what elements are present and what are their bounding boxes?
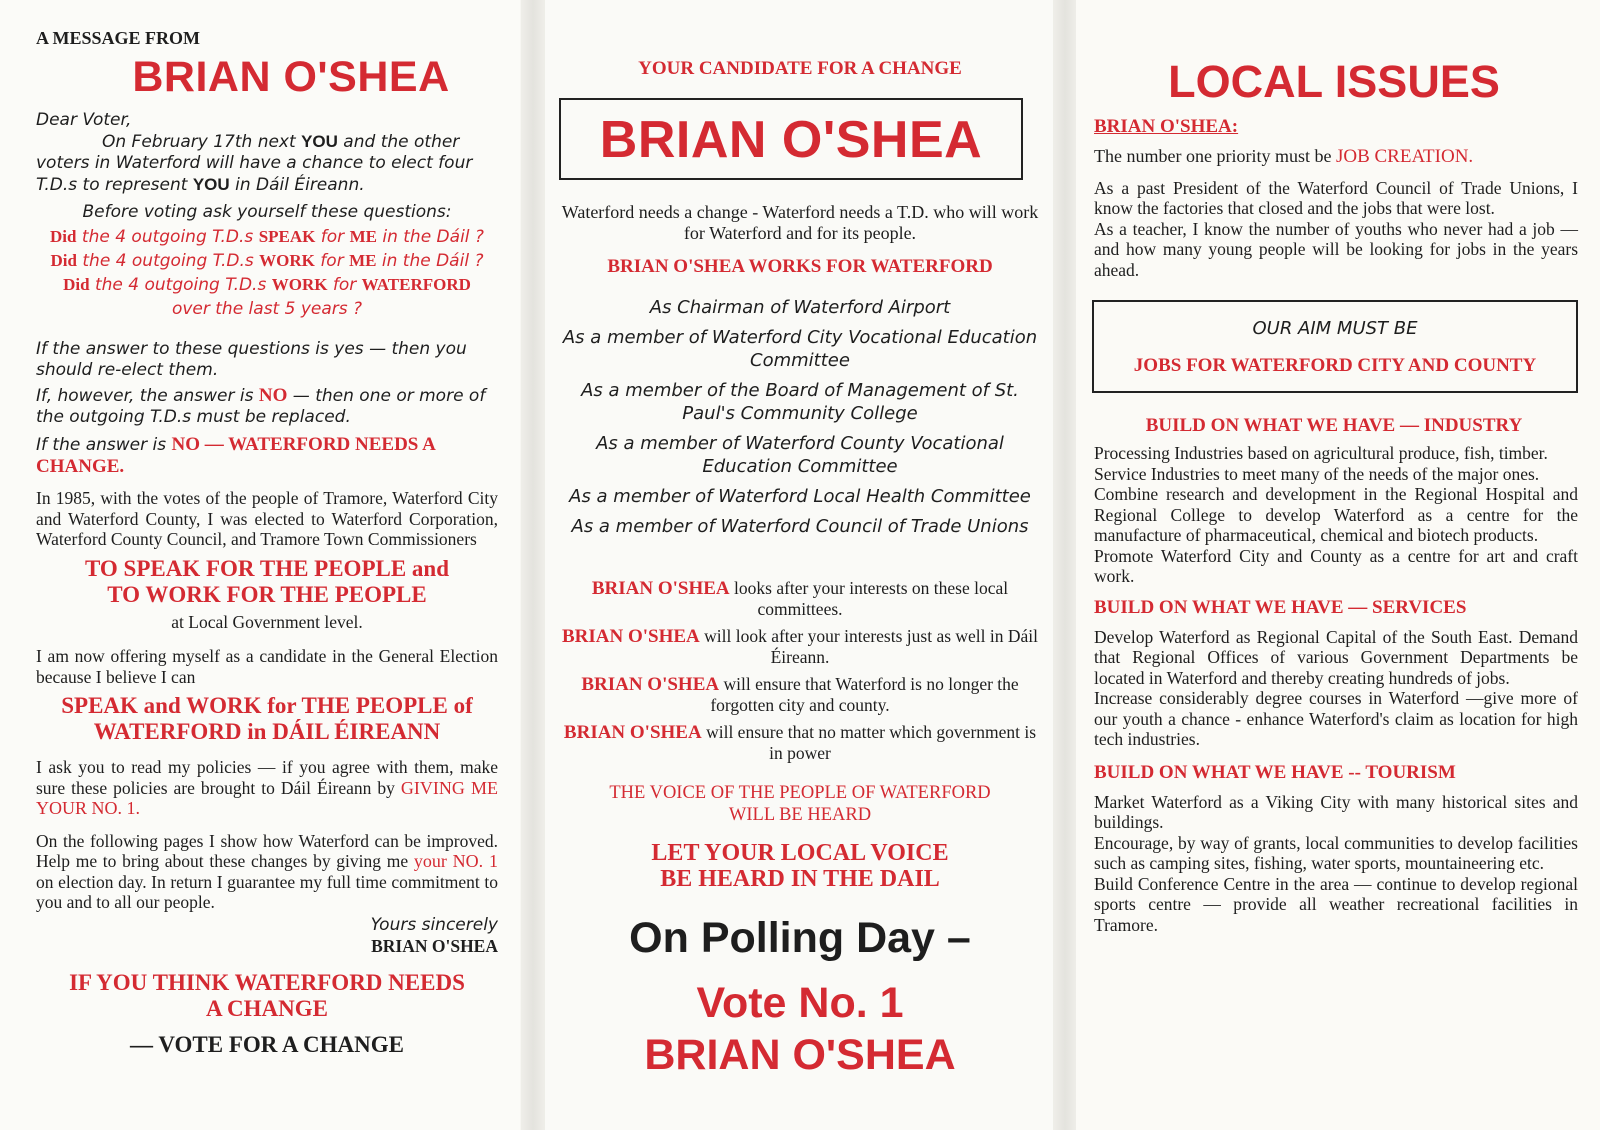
- polling-day: On Polling Day –: [629, 914, 971, 962]
- pledge-item: BRIAN O'SHEA will look after your interests just as well in Dáil Éireann.: [561, 626, 1039, 667]
- jobs-heading: JOBS FOR WATERFORD CITY AND COUNTY: [1133, 355, 1537, 376]
- vote-for-change: — VOTE FOR A CHANGE: [130, 1032, 404, 1057]
- tourism-item: Encourage, by way of grants, local communities to develop facilities such as camping sites, fishing, water sports, mountaineering etc.: [1094, 832, 1578, 873]
- role-item: As a member of Waterford Council of Trade Unions: [571, 516, 1029, 537]
- yours-sincerely: Yours sincerely: [370, 914, 498, 935]
- before-voting: Before voting ask yourself these questions:: [82, 202, 452, 222]
- industry-item: Combine research and development in the Regional Hospital and Regional College to develop Waterford as a centre for the manufacture of pharmaceutical, chemical and biotech products.: [1094, 484, 1578, 545]
- middle-panel: [545, 0, 1053, 1130]
- tourism-item: Build Conference Centre in the area — continue to develop regional sports centre — provide all weather recreational facilities in Tramore.: [1094, 873, 1578, 935]
- pledges-list: [557, 578, 1043, 764]
- candidate-tagline: YOUR CANDIDATE FOR A CHANGE: [638, 58, 962, 79]
- intro-paragraph: On February 17th next YOU and the other voters in Waterford will have a chance to elect four T.D.s to represent YOU in Dáil Éireann.: [36, 132, 473, 195]
- middle-name-box: [559, 98, 1023, 180]
- question-3: Did the 4 outgoing T.D.s WORK for WATERFORD over the last 5 years ?: [63, 275, 471, 319]
- aim-text: OUR AIM MUST BE: [1252, 318, 1418, 339]
- closing-2: A CHANGE: [205, 996, 329, 1021]
- industry-heading: BUILD ON WHAT WE HAVE — INDUSTRY: [1145, 415, 1523, 436]
- signature: BRIAN O'SHEA: [371, 935, 498, 956]
- speak-work-1: SPEAK and WORK for THE PEOPLE of: [61, 693, 473, 718]
- speak-heading-2: TO WORK FOR THE PEOPLE: [107, 581, 427, 607]
- if-yes-text: If the answer to these questions is yes — then you should re-elect them.: [36, 339, 467, 380]
- offering-text: I am now offering myself as a candidate in the General Election because I believe I can: [36, 646, 498, 687]
- vote-number-one: Vote No. 1: [696, 979, 904, 1027]
- industry-item: Processing Industries based on agricultural produce, fish, timber.: [1094, 443, 1548, 463]
- priority-text: The number one priority must be JOB CREATION.: [1094, 146, 1474, 167]
- question-2: Did the 4 outgoing T.D.s WORK for ME in the Dáil ?: [50, 251, 484, 271]
- aim-box: [1092, 300, 1578, 393]
- voter-questions: [36, 225, 498, 321]
- greeting: Dear Voter,: [36, 110, 132, 130]
- local-gov: at Local Government level.: [171, 611, 363, 632]
- fold-right: [1053, 0, 1077, 1130]
- voice-heading-1: THE VOICE OF THE PEOPLE OF WATERFORD: [609, 783, 991, 803]
- roles-list: [557, 296, 1043, 538]
- fold-left: [521, 0, 545, 1130]
- role-item: As a member of Waterford County Vocational Education Committee: [596, 433, 1004, 477]
- pledge-item: BRIAN O'SHEA looks after your interests on these local committees.: [591, 578, 1009, 619]
- local-voice-2: BE HEARD IN THE DAIL: [660, 866, 940, 892]
- industry-item: Promote Waterford City and County as a centre for art and craft work.: [1094, 545, 1578, 586]
- left-candidate-name: BRIAN O'SHEA: [132, 53, 450, 101]
- past-president-text: As a past President of the Waterford Council of Trade Unions, I know the factories that closed and the jobs that were lost.: [1094, 177, 1578, 218]
- tourism-item: Market Waterford as a Viking City with many historical sites and buildings.: [1094, 791, 1578, 832]
- vote-candidate-name: BRIAN O'SHEA: [644, 1031, 956, 1079]
- message-from: A MESSAGE FROM: [36, 28, 201, 48]
- question-1: Did the 4 outgoing T.D.s SPEAK for ME in the Dáil ?: [50, 227, 484, 247]
- role-item: As a member of the Board of Management of St. Paul's Community College: [581, 380, 1019, 424]
- services-item: Develop Waterford as Regional Capital of the South East. Demand that Regional Offices of various Government Departments be located in Waterford and thereby creating hundreds of jobs.: [1094, 626, 1578, 688]
- tourism-list: [1090, 792, 1578, 936]
- speak-work-2: WATERFORD in DÁIL ÉIREANN: [93, 719, 441, 744]
- works-for-heading: BRIAN O'SHEA WORKS FOR WATERFORD: [607, 256, 993, 277]
- if-no-text: If, however, the answer is NO — then one or more of the outgoing T.D.s must be replaced.: [36, 385, 486, 427]
- services-heading: BUILD ON WHAT WE HAVE — SERVICES: [1094, 596, 1467, 618]
- tourism-heading: BUILD ON WHAT WE HAVE -- TOURISM: [1094, 761, 1456, 783]
- needs-change-text: Waterford needs a change - Waterford needs a T.D. who will work for Waterford and for its people.: [561, 202, 1039, 243]
- services-item: Increase considerably degree courses in Waterford —give more of our youth a chance - enhance Waterford's claim as location for high tech industries.: [1094, 688, 1578, 749]
- services-list: [1090, 627, 1578, 750]
- role-item: As a member of Waterford Local Health Committee: [569, 486, 1031, 507]
- local-voice-1: LET YOUR LOCAL VOICE: [651, 840, 949, 866]
- right-subheading: BRIAN O'SHEA:: [1094, 116, 1239, 137]
- teacher-text: As a teacher, I know the number of youths who never had a job — and how many young people will be looking for jobs in the years ahead.: [1094, 218, 1578, 280]
- ask-read-text: I ask you to read my policies — if you agree with them, make sure these policies are brought to Dáil Éireann by GIVING ME YOUR NO. 1.: [36, 757, 498, 818]
- role-item: As a member of Waterford City Vocational Education Committee: [562, 327, 1038, 371]
- left-panel: [0, 0, 520, 1130]
- role-item: As Chairman of Waterford Airport: [649, 297, 951, 318]
- industry-item: Service Industries to meet many of the needs of the major ones.: [1094, 463, 1540, 484]
- speak-heading-1: TO SPEAK FOR THE PEOPLE and: [84, 555, 450, 581]
- if-change-text: If the answer is NO — WATERFORD NEEDS A CHANGE.: [36, 434, 435, 477]
- closing-1: IF YOU THINK WATERFORD NEEDS: [69, 970, 465, 995]
- right-panel: [1076, 0, 1600, 1130]
- industry-list: [1090, 443, 1578, 587]
- middle-candidate-name: BRIAN O'SHEA: [599, 111, 983, 169]
- local-issues-title: LOCAL ISSUES: [1168, 56, 1500, 107]
- pledge-item: BRIAN O'SHEA will ensure that Waterford is no longer the forgotten city and county.: [581, 674, 1019, 715]
- para-1985: In 1985, with the votes of the people of Tramore, Waterford City and Waterford County, I was elected to Waterford Corporation, Waterford County Council, and Tramore Town Commissioners: [36, 488, 498, 549]
- voice-heading-2: WILL BE HEARD: [728, 805, 872, 825]
- following-text: On the following pages I show how Waterford can be improved. Help me to bring about these changes by giving me your NO. 1 on election day. In return I guarantee my full time commitment to you and to all our people.: [36, 830, 498, 912]
- pledge-item: BRIAN O'SHEA will ensure that no matter which government is in power: [563, 722, 1037, 763]
